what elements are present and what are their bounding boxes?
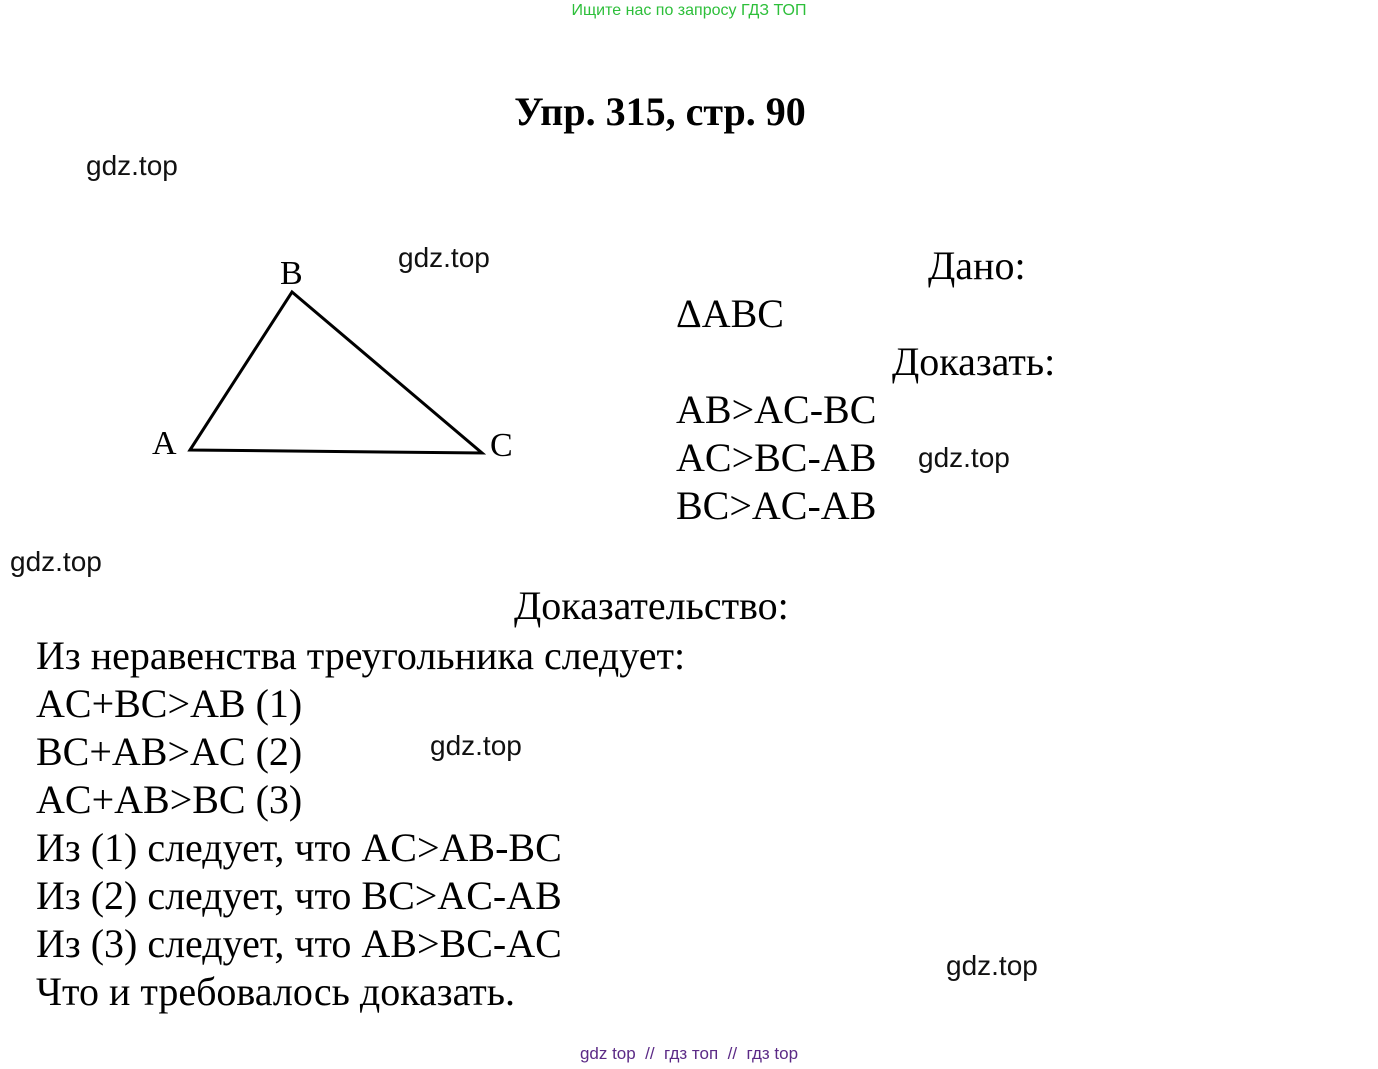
footer-links: gdz top // гдз топ // гдз top <box>579 1044 799 1063</box>
triangle-abc <box>190 292 482 453</box>
prove-item: AB>AC-BC <box>676 387 877 432</box>
vertex-label-c: C <box>490 427 513 464</box>
watermark: gdz.top <box>946 950 1038 981</box>
vertex-label-a: A <box>152 425 177 462</box>
page-title: Упр. 315, стр. 90 <box>514 89 806 134</box>
given-heading: Дано: <box>928 243 1026 288</box>
proof-line: AC+BC>AB (1) <box>36 681 303 726</box>
proof-line: Что и требовалось доказать. <box>36 969 516 1014</box>
prove-list <box>676 386 876 530</box>
prove-heading: Доказать: <box>892 339 1056 384</box>
search-banner: Ищите нас по запросу ГДЗ ТОП <box>571 2 807 19</box>
proof-line: Из (3) следует, что AB>BC-AC <box>36 921 562 966</box>
prove-item: AC>BC-AB <box>676 435 877 480</box>
proof-line: Из (1) следует, что AC>AB-BC <box>36 825 562 870</box>
proof-line: AC+AB>BC (3) <box>36 777 303 822</box>
watermark: gdz.top <box>86 150 178 181</box>
proof-body <box>36 632 685 1016</box>
watermark: gdz.top <box>918 442 1010 473</box>
proof-line: Из (2) следует, что BC>AC-AB <box>36 873 562 918</box>
watermark: gdz.top <box>398 242 490 273</box>
prove-item: BC>AC-AB <box>676 483 877 528</box>
proof-line: BC+AB>AC (2) <box>36 729 303 774</box>
watermark: gdz.top <box>10 546 102 577</box>
given-item: ΔABC <box>676 291 784 336</box>
proof-line: Из неравенства треугольника следует: <box>36 633 686 678</box>
triangle-figure <box>140 250 530 470</box>
watermark: gdz.top <box>430 730 522 761</box>
vertex-label-b: B <box>280 255 303 292</box>
proof-heading: Доказательство: <box>514 583 789 628</box>
